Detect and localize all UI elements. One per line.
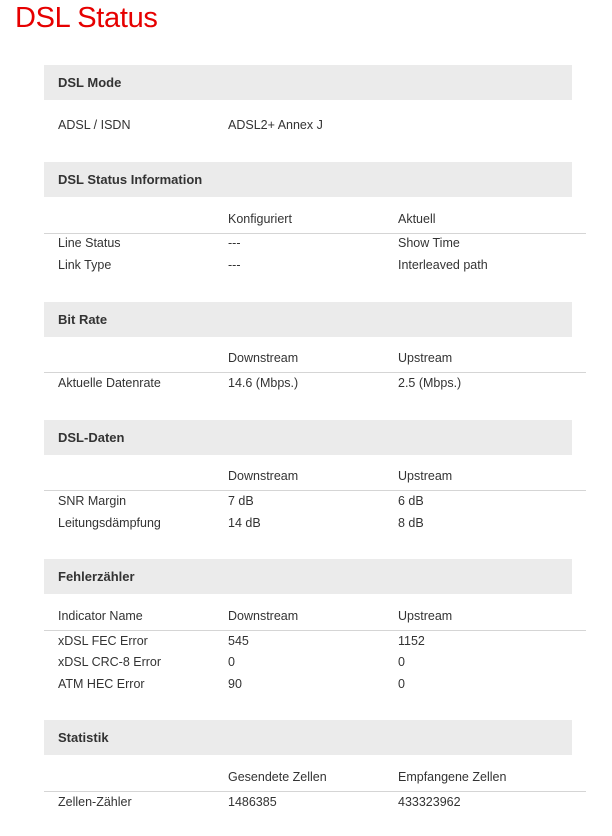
page-title: DSL Status [15,2,158,34]
row-label-attenuation: Leitungsdämpfung [58,516,161,530]
datarate-upstream: 2.5 (Mbps.) [398,376,462,390]
divider [44,630,586,631]
column-header-indicator-name: Indicator Name [58,609,143,623]
row-label-cell-counter: Zellen-Zähler [58,795,132,809]
snr-upstream: 6 dB [398,494,424,508]
column-header-received-cells: Empfangene Zellen [398,770,507,784]
link-type-configured: --- [228,258,241,272]
fec-error-downstream: 545 [228,634,249,648]
section-header-dsl-data: DSL-Daten [44,420,572,455]
snr-downstream: 7 dB [228,494,254,508]
column-header-configured: Konfiguriert [228,212,292,226]
line-status-current: Show Time [398,236,460,250]
column-header-upstream: Upstream [398,351,453,365]
row-label-snr-margin: SNR Margin [58,494,127,508]
dsl-mode-value: ADSL2+ Annex J [228,118,323,132]
line-status-configured: --- [228,236,241,250]
section-header-dsl-mode: DSL Mode [44,65,572,100]
divider [44,233,586,234]
divider [44,490,586,491]
row-label-fec-error: xDSL FEC Error [58,634,148,648]
row-label-crc-error: xDSL CRC-8 Error [58,655,162,669]
row-label-hec-error: ATM HEC Error [58,677,145,691]
section-header-status-info: DSL Status Information [44,162,572,197]
column-header-downstream: Downstream [228,609,299,623]
column-header-sent-cells: Gesendete Zellen [228,770,327,784]
fec-error-upstream: 1152 [398,634,425,648]
datarate-downstream: 14.6 (Mbps.) [228,376,299,390]
section-header-statistics: Statistik [44,720,572,755]
cells-sent: 1486385 [228,795,277,809]
row-label-current-datarate: Aktuelle Datenrate [58,376,161,390]
attenuation-downstream: 14 dB [228,516,261,530]
column-header-downstream: Downstream [228,351,299,365]
hec-error-downstream: 90 [228,677,242,691]
divider [44,372,586,373]
link-type-current: Interleaved path [398,258,488,272]
section-header-bit-rate: Bit Rate [44,302,572,337]
column-header-downstream: Downstream [228,469,299,483]
row-label-link-type: Link Type [58,258,112,272]
crc-error-downstream: 0 [228,655,235,669]
hec-error-upstream: 0 [398,677,405,691]
cells-received: 433323962 [398,795,461,809]
column-header-upstream: Upstream [398,469,453,483]
column-header-current: Aktuell [398,212,436,226]
row-label-line-status: Line Status [58,236,121,250]
column-header-upstream: Upstream [398,609,453,623]
attenuation-upstream: 8 dB [398,516,424,530]
crc-error-upstream: 0 [398,655,405,669]
dsl-mode-label: ADSL / ISDN [58,118,131,132]
section-header-error-counters: Fehlerzähler [44,559,572,594]
divider [44,791,586,792]
